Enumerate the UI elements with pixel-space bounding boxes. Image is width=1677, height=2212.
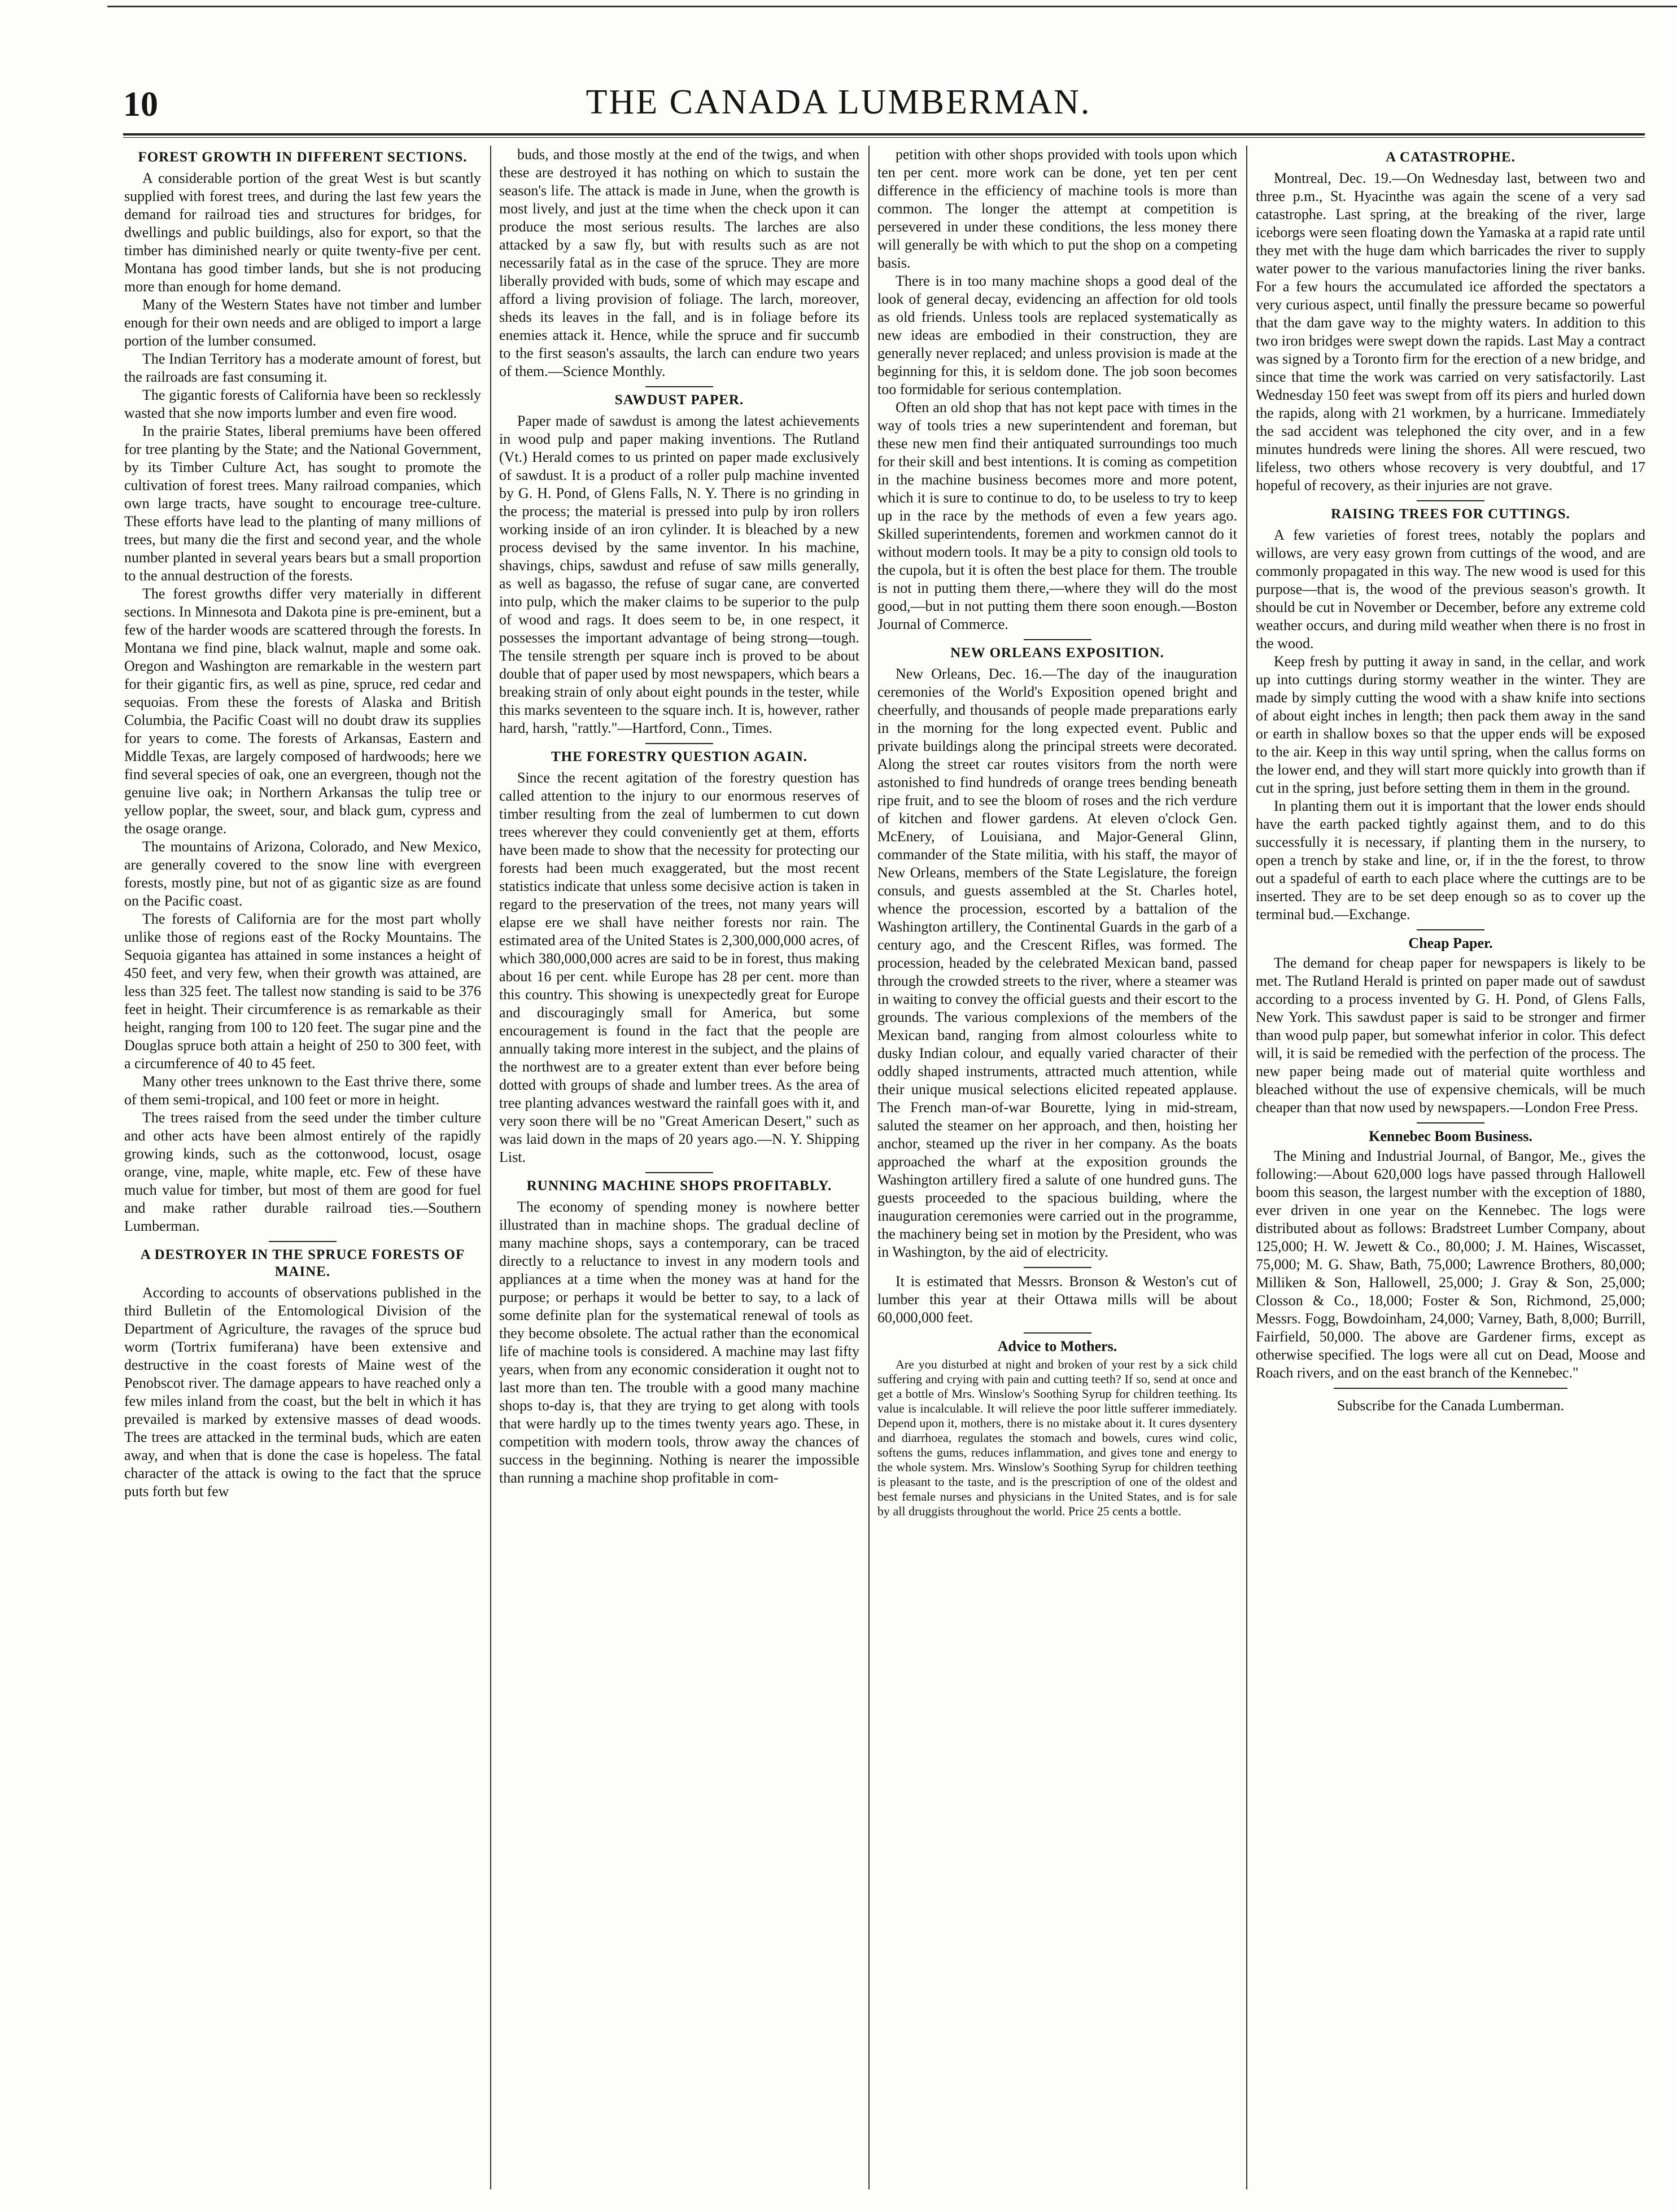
- article-paragraph: A considerable portion of the great West is but scantly supplied with forest trees, and during the last few years the demand for railroad ties and structures for bridges, for dwellings and public buildings, also for export, so that the timber has diminished nearly or quite twenty-five per cent. Montana has good timber lands, but she is not producing more than enough for home demand.: [124, 170, 481, 295]
- article-paragraph: In planting them out it is important that the lower ends should have the earth packed tightly against them, and to do this successfully it is necessary, if planting them in the nursery, to open a trench by stake and line, or, if in the the forest, to throw out a spadeful of earth to each place where the cuttings are to be inserted. They are to be set deep enough so as to cover up the terminal bud.—Exchange.: [1256, 798, 1645, 923]
- article-running-machine-shops-profitably: [499, 1172, 859, 1487]
- article-untitled: [499, 146, 859, 381]
- article-the-forestry-question-again: [499, 743, 859, 1166]
- article-paragraph: The Mining and Industrial Journal, of Bangor, Me., gives the following:—About 620,000 logs have passed through Hallowell boom this season, the largest number with the exception of 1880, ever driven in one year on the Kennebec. The logs were distributed about as follows: Bradstreet Lumber Company, about 125,000; H. W. Jewett & Co., 80,000; J. M. Haines, Wiscasset, 75,000; M. G. Shaw, Bath, 75,000; Lawrence Brothers, 80,000; Milliken & Son, Hallowell, 25,000; J. Gray & Son, 25,000; Closson & Co., 18,000; Foster & Son, Richmond, 25,000; Messrs. Fogg, Bowdoinham, 24,000; Varney, Bath, 8,000; Burrill, Fairfield, 50,000. The above are Gardener firms, except as otherwise specified. The logs were all cut on Dead, Moose and Roach rivers, and on the east branch of the Kennebec.": [1256, 1148, 1645, 1381]
- masthead-rule: [123, 133, 1645, 135]
- article-kennebec-boom-business: [1256, 1122, 1645, 1382]
- article-paragraph: The Indian Territory has a moderate amount of forest, but the railroads are fast consuming it.: [124, 351, 481, 385]
- article-headline: Cheap Paper.: [1408, 935, 1493, 951]
- column-rule: [868, 146, 870, 2189]
- article-headline: NEW ORLEANS EXPOSITION.: [950, 645, 1164, 661]
- article-separator: [1024, 639, 1091, 640]
- article-paragraph: The demand for cheap paper for newspapers is likely to be met. The Rutland Herald is printed on paper made out of sawdust according to a process invented by G. H. Pond, of Glens Falls, New York. This sawdust paper is said to be stronger and firmer than wood pulp paper, but somewhat inferior in color. This defect will, it is said be remedied with the perfection of the process. The new paper being made out of material quite worthless and bleached without the use of expensive chemicals, will be much cheaper than that now used by newspapers.—London Free Press.: [1256, 955, 1645, 1116]
- article-separator: [645, 743, 713, 744]
- article-paragraph: The forests of California are for the most part wholly unlike those of regions east of the Rocky Mountains. The Sequoia gigantea has attained in some instances a height of 450 feet, and very few, when their growth was attained, are less than 325 feet. The tallest now standing is said to be 376 feet in height. Their circumference is as remarkable as their height, ranging from 100 to 120 feet. The sugar pine and the Douglas spruce both attain a height of 250 to 300 feet, with a circumference of 40 to 45 feet.: [124, 911, 481, 1072]
- article-headline: Advice to Mothers.: [997, 1338, 1117, 1354]
- article-separator: [1417, 929, 1484, 930]
- subscribe-notice: Subscribe for the Canada Lumberman.: [1337, 1397, 1565, 1414]
- article-paragraph: Are you disturbed at night and broken of your rest by a sick child suffering and crying with pain and cutting teeth? If so, send at once and get a bottle of Mrs. Winslow's Soothing Syrup for children teething. Its value is incalculable. It will relieve the poor little sufferer immediately. Depend upon it, mothers, there is no mistake about it. It cures dysentery and diarrhoea, regulates the stomach and bowels, cures wind colic, softens the gums, reduces inflammation, and gives tone and energy to the whole system. Mrs. Winslow's Soothing Syrup for children teething is pleasant to the taste, and is the prescription of one of the oldest and best female nurses and physicians in the United States, and is for sale by all druggists throughout the world. Price 25 cents a bottle.: [877, 1357, 1237, 1518]
- page-number: 10: [123, 85, 158, 124]
- article-paragraph: The trees raised from the seed under the timber culture and other acts have been almost entirely of the rapidly growing kinds, such as the cottonwood, locust, osage orange, vine, maple, white maple, etc. Few of these have much value for timber, but most of them are good for fuel and make rather durable railroad ties.—Southern Lumberman.: [124, 1109, 481, 1234]
- article-a-destroyer-in-the-spruce-forests-of-maine: [124, 1241, 481, 1501]
- column-4: [1256, 146, 1645, 2189]
- article-paragraph: Often an old shop that has not kept pace with times in the way of tools tries a new superintendent and foreman, but these new men find their antiquated surroundings too much for their skill and best intentions. It is coming as competition in the machine business becomes more and more potent, which it is sure to continue to do, to be useless to try to keep up in the race by the methods of even a few years ago. Skilled superintendents, foremen and workmen cannot do it without modern tools. It may be a pity to consign old tools to the cupola, but it is often the best place for them. The trouble is not in putting them there,—where they will do the most good,—but in not putting them there soon enough.—Boston Journal of Commerce.: [877, 399, 1237, 632]
- article-headline: FOREST GROWTH IN DIFFERENT SECTIONS.: [138, 150, 468, 165]
- article-paragraph: The forest growths differ very materially in different sections. In Minnesota and Dakota pine is pre-eminent, but a few of the harder woods are scattered through the forests. In Montana we find pine, black walnut, maple and some oak. Oregon and Washington are remarkable in the western part for their gigantic firs, as well as pine, spruce, red cedar and sequoias. From these the forests of Alaska and British Columbia, the Pacific Coast will no doubt draw its supplies for years to come. The forests of Arkansas, Eastern and Middle Texas, are largely composed of hardwoods; here we find several species of oak, one an evergreen, though not the genuine live oak; in Northern Arkansas the tulip tree or yellow poplar, the sweet, sour, and black gum, cypress and the osage orange.: [124, 585, 481, 837]
- article-advice-to-mothers: [877, 1332, 1237, 1519]
- article-headline: RUNNING MACHINE SHOPS PROFITABLY.: [526, 1178, 832, 1194]
- article-untitled: [877, 146, 1237, 633]
- article-paragraph: The gigantic forests of California have been so recklessly wasted that she now imports lumber and even fire wood.: [124, 387, 481, 421]
- article-separator: [1417, 1122, 1484, 1124]
- article-separator: [1334, 1388, 1567, 1389]
- article-sawdust-paper: [499, 386, 859, 737]
- article-separator: [1024, 1332, 1091, 1334]
- article-separator: [1024, 1267, 1091, 1268]
- article-paragraph: Keep fresh by putting it away in sand, in the cellar, and work up into cuttings during stormy weather in the winter. They are made by simply cutting the wood with a shaw knife into sections of about eight inches in length; then pack them away in the sand or earth in shallow boxes so that the upper ends will be exposed to the air. Keep in this way until spring, when the callus forms on the lower end, and they will start more quickly into growth than if cut in the spring, just before setting them in them in the ground.: [1256, 653, 1645, 796]
- article-separator: [645, 1172, 713, 1173]
- article-a-catastrophe: [1256, 149, 1645, 495]
- article-forest-growth-in-different-sections: [124, 149, 481, 1235]
- column-rule: [1246, 146, 1247, 2189]
- article-separator: [269, 1241, 337, 1242]
- column-rule: [490, 146, 491, 2189]
- article-paragraph: A few varieties of forest trees, notably the poplars and willows, are very easy grown from cuttings of the wood, and are commonly propagated in this way. The new wood is used for this purpose—that is, the wood of the previous season's growth. It should be cut in November or December, before any extreme cold weather occurs, and during mild weather when there is no frost in the wood.: [1256, 527, 1645, 652]
- article-paragraph: New Orleans, Dec. 16.—The day of the inauguration ceremonies of the World's Exposition opened bright and cheerfully, and thousands of people made preparations early in the morning for the long expected event. Public and private buildings along the principal streets were decorated. Along the street car routes visitors from the north were astonished to find hundreds of orange trees bending beneath ripe fruit, and to see the bloom of roses and the rich verdure of kitchen and flower gardens. At eleven o'clock Gen. McEnery, of Louisiana, and Major-General Glinn, commander of the State militia, with his staff, the mayor of New Orleans, members of the State Legislature, the foreign consuls, and guests assembled at the St. Charles hotel, whence the procession, escorted by a battalion of the Washington artillery, the Continental Guards in the garb of a century ago, and the Crescent Rifles, was formed. The procession, headed by the celebrated Mexican band, passed through the crowded streets to the river, where a steamer was in waiting to convey the official guests and their escort to the grounds. The various complexions of the members of the Mexican band, ranging from almost colourless white to dusky Indian colour, and equally varied character of their oddly shaped instruments, attracted much attention, while their unique musical selections elicited repeated applause. The French man-of-war Bourette, lying in mid-stream, saluted the steamer on her approach, and then, hoisting her anchor, steamed up the river in her company. As the boats approached the wharf at the exposition grounds the Washington artillery fired a salute of one hundred guns. The guests proceeded to the spacious building, where the inauguration ceremonies were carried out in the programme, the machinery being set in motion by the President, who was in Washington, by the aid of electricity.: [877, 666, 1237, 1260]
- article-headline: A CATASTROPHE.: [1386, 150, 1516, 165]
- article-headline: RAISING TREES FOR CUTTINGS.: [1331, 506, 1570, 522]
- article-cheap-paper: [1256, 929, 1645, 1117]
- article-paragraph: According to accounts of observations published in the third Bulletin of the Entomological Division of the Department of Agriculture, the ravages of the spruce bud worm (Tortrix fumiferana) have been extensive and destructive in the coast forests of Maine west of the Penobscot river. The damage appears to have reached only a few miles inland from the coast, but the belt in which it has prevailed is marked by extensive masses of dead woods. The trees are attacked in the terminal buds, which are eaten away, and when that is done the case is hopeless. The fatal character of the attack is owing to the fact that the spruce puts forth but few: [124, 1284, 481, 1500]
- article-paragraph: Many other trees unknown to the East thrive there, some of them semi-tropical, and 100 feet or more in height.: [124, 1073, 481, 1108]
- article-paragraph: There is in too many machine shops a good deal of the look of general decay, evidencing an affection for old tools as old friends. Unless tools are replaced systematically as new ideas are embodied in their construction, they are generally never replaced; and unless provision is made at the beginning for this, it is seldom done. The job soon becomes too formidable for serious contemplation.: [877, 273, 1237, 397]
- article-headline: THE FORESTRY QUESTION AGAIN.: [551, 749, 808, 764]
- article-new-orleans-exposition: [877, 639, 1237, 1261]
- article-headline: Kennebec Boom Business.: [1369, 1128, 1532, 1144]
- article-paragraph: The mountains of Arizona, Colorado, and New Mexico, are generally covered to the snow line with evergreen forests, mostly pine, but not of as gigantic size as are found on the Pacific coast.: [124, 838, 481, 909]
- article-raising-trees-for-cuttings: [1256, 500, 1645, 924]
- article-paragraph: buds, and those mostly at the end of the twigs, and when these are destroyed it has nothing on which to sustain the season's life. The attack is made in June, when the growth is most lively, and just at the time when the check upon it can produce the most serious results. The larches are also attacked by a saw fly, but with results such as are not necessarily fatal as in the case of the spruce. They are more liberally provided with buds, some of which may escape and afford a living provision of foliage. The larch, moreover, sheds its leaves in the fall, and is in foliage before its enemies attack it. Hence, while the spruce and fir succumb to the first season's assaults, the larch can endure two years of them.—Science Monthly.: [499, 146, 859, 379]
- article-untitled: [877, 1267, 1237, 1327]
- article-headline: SAWDUST PAPER.: [614, 392, 744, 408]
- column-2: [499, 146, 859, 2189]
- article-paragraph: Many of the Western States have not timber and lumber enough for their own needs and are obliged to import a large portion of the lumber consumed.: [124, 296, 481, 349]
- column-1: [124, 146, 481, 2189]
- article-paragraph: Paper made of sawdust is among the latest achievements in wood pulp and paper making inventions. The Rutland (Vt.) Herald comes to us printed on paper made exclusively of sawdust. It is a product of a roller pulp machine invented by G. H. Pond, of Glens Falls, N. Y. There is no grinding in the process; the material is pressed into pulp by iron rollers working inside of an iron cylinder. It is bleached by a new process devised by the same inventor. In his machine, shavings, chips, sawdust and refuse of saw mills generally, as well as bagasso, the refuse of sugar cane, are converted into pulp, which the maker claims to be superior to the pulp of wood and rags. It does seem to be, in one respect, it possesses the important advantage of being strong—tough. The tensile strength per square inch is proved to be about double that of paper used by most newspapers, which bears a breaking strain of only about eight pounds in the tester, while this marks seventeen to the square inch. It is, however, rather hard, harsh, "rattly."—Hartford, Conn., Times.: [499, 413, 859, 736]
- article-paragraph: petition with other shops provided with tools upon which ten per cent. more work can be done, yet ten per cent difference in the efficiency of machine tools is more than common. The longer the attempt at competition is persevered in under these conditions, the less money there will generally be with which to put the shop on a competing basis.: [877, 146, 1237, 271]
- article-paragraph: In the prairie States, liberal premiums have been offered for tree planting by the State; and the National Government, by its Timber Culture Act, has sought to promote the cultivation of forest trees. Many railroad companies, which own large tracts, have sought to encourage tree-culture. These efforts have lead to the planting of many millions of trees, but many die the first and second year, and the whole number planted in several years bears but a small proportion to the annual destruction of the forests.: [124, 423, 481, 584]
- column-3: [877, 146, 1237, 2189]
- article-separator: [645, 386, 713, 387]
- article-paragraph: The economy of spending money is nowhere better illustrated than in machine shops. The gradual decline of many machine shops, says a contemporary, can be traced directly to a reluctance to invest in any modern tools and appliances at a time when the money was at hand for the purpose; or perhaps it would be better to say, to a lack of some definite plan for the systematical renewal of tools as they become obsolete. The actual rather than the economical life of machine tools is considered. A machine may last fifty years, when from any economic consideration it ought not to last more than ten. The trouble with a good many machine shops to-day is, that they are trying to get along with tools that were hardly up to the times twenty years ago. These, in competition with modern tools, throw away the chances of success in the beginning. Nothing is nearer the impossible than running a machine shop profitable in com-: [499, 1199, 859, 1486]
- masthead-rule-thin: [123, 137, 1645, 138]
- masthead-title: THE CANADA LUMBERMAN.: [586, 83, 1091, 121]
- article-headline: A DESTROYER IN THE SPRUCE FORESTS OF MAINE.: [140, 1247, 465, 1279]
- top-edge-rule: [107, 6, 1677, 7]
- article-paragraph: Montreal, Dec. 19.—On Wednesday last, between two and three p.m., St. Hyacinthe was again the scene of a very sad catastrophe. Last spring, at the breaking of the river, large iceborgs were seen floating down the Yamaska at a rapid rate until they met with the huge dam which barricades the river to supply water power to the various manufactories lining the river banks. For a few hours the accumulated ice afforded the spectators a very curious aspect, until finally the pressure became so powerful that the dam gave way to the mighty waters. In addition to this two iron bridges were swept down the rapids. Last May a contract was signed by a Toronto firm for the erection of a new bridge, and since that time the work was carried on very satisfactorily. Last Wednesday 150 feet was swept from off its piers and hurled down the rapids, along with 21 workmen, by a hurricane. Immediately the sad accident was telephoned the city over, and in a few minutes hundreds were lining the shores. All were rescued, two lifeless, two others whose recovery is very doubtful, and 17 hopeful of recovery, as their injuries are not grave.: [1256, 170, 1645, 493]
- article-paragraph: Since the recent agitation of the forestry question has called attention to the injury to our enormous reserves of timber resulting from the zeal of lumbermen to cut down trees wherever they could conveniently get at them, efforts have been made to show that the necessity for protecting our forests had been much exaggerated, but the most recent statistics indicate that unless some decisive action is taken in regard to the preservation of the trees, not many years will elapse ere we shall have neither forests nor rain. The estimated area of the United States is 2,300,000,000 acres, of which 380,000,000 acres are said to be in forest, thus making about 16 per cent. while Europe has 28 per cent. more than this country. This showing is unexpectedly great for Europe and discouragingly small for America, but some encouragement is found in the fact that the people are annually taking more interest in the subject, and the plains of the northwest are to a greater extent than ever before being dotted with groups of shade and lumber trees. As the area of tree planting advances westward the rainfall goes with it, and very soon there will be no "Great American Desert," such as was laid down in the maps of 20 years ago.—N. Y. Shipping List.: [499, 770, 859, 1165]
- article-separator: [1417, 500, 1484, 501]
- article-paragraph: It is estimated that Messrs. Bronson & Weston's cut of lumber this year at their Ottawa mills will be about 60,000,000 feet.: [877, 1273, 1237, 1326]
